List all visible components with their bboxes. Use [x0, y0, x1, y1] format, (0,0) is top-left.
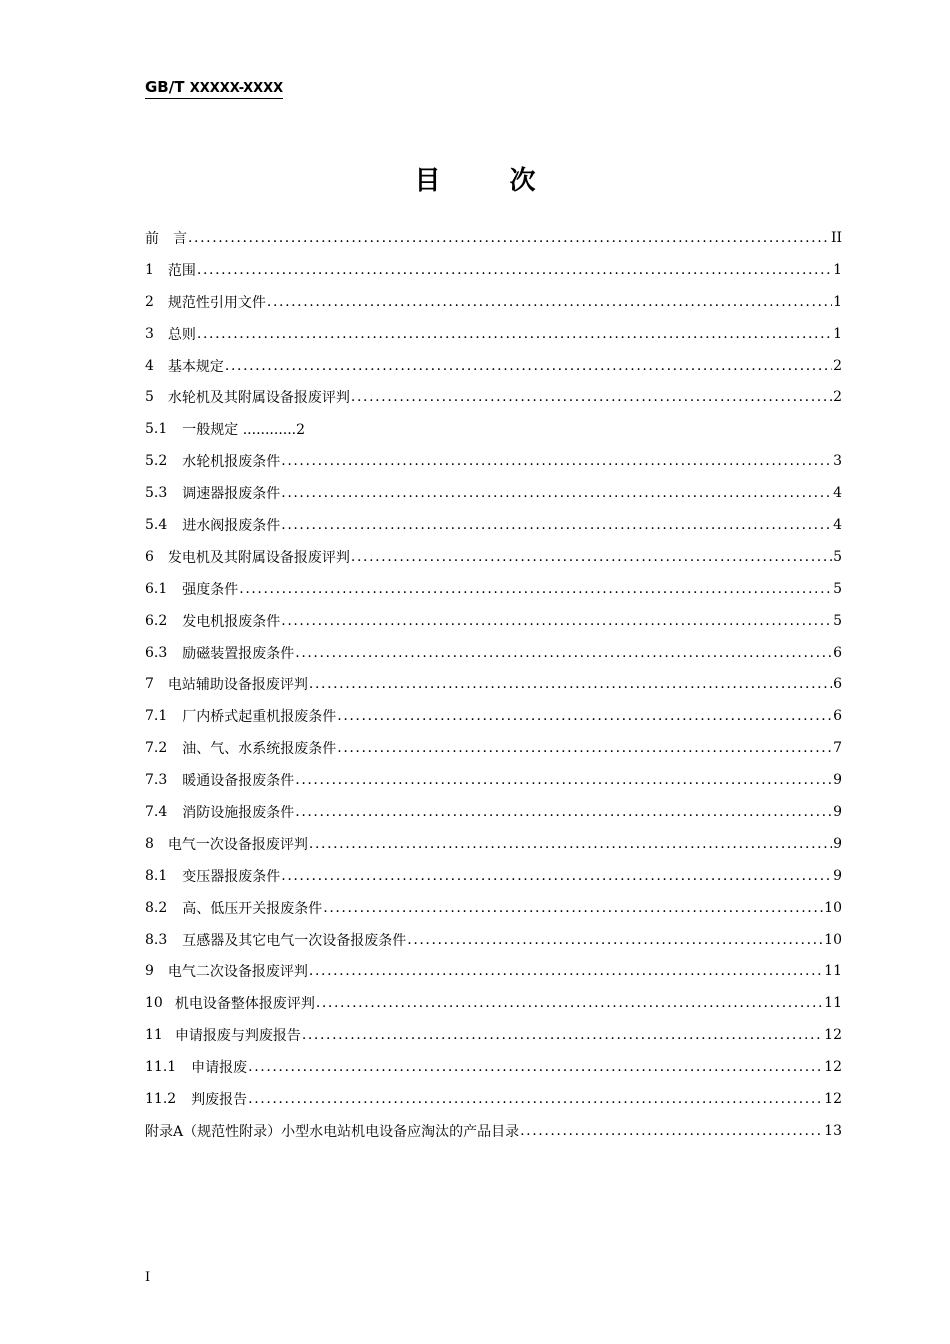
toc-entry-number: 6.1 [145, 580, 168, 597]
toc-entry-page: 10 [824, 931, 842, 948]
toc-entry-title: 变压器报废条件 [182, 868, 281, 885]
toc-entry-number: 11.2 [145, 1090, 177, 1107]
toc-entry[interactable] [145, 892, 842, 924]
toc-entry-title: 电气一次设备报废评判 [167, 836, 308, 853]
toc-entry[interactable] [145, 955, 842, 987]
dot-leader [351, 549, 832, 565]
toc-entry-title: 厂内桥式起重机报废条件 [182, 709, 337, 726]
dot-leader [520, 1123, 823, 1139]
toc-entry[interactable] [145, 605, 842, 637]
toc-entry-page: 10 [824, 899, 842, 916]
toc-entry-page: 2 [833, 357, 842, 374]
toc-entry-title: 进水阀报废条件 [182, 517, 281, 534]
toc-entry[interactable] [145, 860, 842, 892]
dot-leader [281, 453, 832, 469]
standard-number: XXXXX-XXXX [189, 81, 284, 96]
toc-entry[interactable] [145, 318, 842, 350]
toc-entry-page: 11 [824, 995, 842, 1012]
page-title: 目 次 [414, 166, 566, 196]
dot-leader [188, 230, 830, 246]
toc-entry-number: 8.1 [145, 867, 168, 884]
toc-entry-page: 9 [833, 772, 842, 789]
toc-entry-title: 申请报废 [191, 1060, 248, 1077]
toc-entry-number: 前 言 [145, 230, 187, 247]
toc-entry-title: 水轮机报废条件 [182, 454, 281, 471]
toc-entry-title: 基本规定 [167, 358, 224, 375]
toc-entry-title: 互感器及其它电气一次设备报废条件 [182, 932, 407, 949]
toc-entry-number: 3 [145, 325, 154, 342]
toc-entry-page: 2 [833, 389, 842, 406]
toc-entry-number: 5 [145, 389, 154, 406]
toc-entry-page: II [830, 229, 842, 246]
dot-leader [225, 358, 832, 374]
toc-entry-number: 11 [145, 1027, 163, 1044]
toc-entry-page: 1 [833, 293, 842, 310]
toc-entry-title: 一般规定 ............2 [182, 422, 306, 439]
toc-entry-page: 5 [833, 580, 842, 597]
toc-entry-page: 12 [824, 1090, 842, 1107]
dot-leader [309, 836, 832, 852]
toc-entry-number: 5.2 [145, 453, 168, 470]
toc-entry-title: 范围 [167, 262, 196, 279]
toc-entry[interactable] [145, 477, 842, 509]
dot-leader [281, 868, 832, 884]
toc-entry-number: 6.2 [145, 612, 168, 629]
toc-entry[interactable] [145, 286, 842, 318]
toc-entry[interactable] [145, 509, 842, 541]
dot-leader [316, 995, 823, 1011]
toc-entry[interactable] [145, 764, 842, 796]
dot-leader [248, 1059, 823, 1075]
toc-entry-page: 3 [833, 453, 842, 470]
toc-entry-number: 6 [145, 548, 154, 565]
toc-entry-page: 12 [824, 1059, 842, 1076]
toc-entry[interactable] [145, 668, 842, 700]
toc-entry-number: 7 [145, 676, 154, 693]
toc-entry[interactable] [145, 1083, 842, 1115]
toc-entry-page: 4 [833, 516, 842, 533]
toc-entry-number: 7.1 [145, 708, 168, 725]
toc-entry-page: 6 [833, 644, 842, 661]
page-number: I [145, 1270, 151, 1285]
toc-entry-title: 发电机报废条件 [182, 613, 281, 630]
dot-leader [281, 517, 832, 533]
dot-leader [239, 581, 832, 597]
dot-leader [295, 804, 832, 820]
toc-entry[interactable] [145, 381, 842, 413]
toc-entry-number: 附录A [145, 1123, 184, 1140]
toc-entry[interactable] [145, 1051, 842, 1083]
dot-leader [351, 389, 832, 405]
dot-leader [281, 613, 832, 629]
toc-entry[interactable] [145, 700, 842, 732]
dot-leader [295, 772, 832, 788]
toc-entry-title: 暖通设备报废条件 [182, 773, 295, 790]
toc-entry[interactable] [145, 796, 842, 828]
toc-entry-page: 7 [833, 740, 842, 757]
toc-entry-number: 6.3 [145, 644, 168, 661]
toc-entry-title: 励磁装置报废条件 [182, 645, 295, 662]
toc-entry[interactable] [145, 254, 842, 286]
toc-entry-title: 判废报告 [191, 1091, 248, 1108]
dot-leader [197, 326, 832, 342]
toc-entry-number: 7.4 [145, 803, 168, 820]
toc-entry-page: 6 [833, 676, 842, 693]
toc-entry-number: 10 [145, 995, 163, 1012]
dot-leader [267, 294, 832, 310]
toc-entry-number: 8 [145, 835, 154, 852]
toc-entry[interactable] [145, 413, 842, 445]
toc-entry-title: 消防设施报废条件 [182, 804, 295, 821]
toc-entry-page: 12 [824, 1027, 842, 1044]
dot-leader [248, 1091, 823, 1107]
standard-code-header [145, 78, 283, 99]
toc-entry[interactable] [145, 732, 842, 764]
toc-entry[interactable] [145, 1019, 842, 1051]
dot-leader [309, 963, 823, 979]
toc-entry-number: 8.3 [145, 931, 168, 948]
toc-entry-page: 4 [833, 485, 842, 502]
toc-entry-number: 4 [145, 357, 154, 374]
toc-entry-page: 9 [833, 835, 842, 852]
dot-leader [337, 740, 832, 756]
toc-entry[interactable] [145, 541, 842, 573]
toc-entry-page: 6 [833, 708, 842, 725]
toc-entry-number: 5.1 [145, 421, 168, 438]
toc-entry[interactable] [145, 987, 842, 1019]
toc-entry-number: 8.2 [145, 899, 168, 916]
dot-leader [407, 932, 823, 948]
toc-entry[interactable] [145, 924, 842, 956]
toc-entry-number: 7.2 [145, 740, 168, 757]
dot-leader [337, 708, 832, 724]
toc-entry-title: 电站辅助设备报废评判 [167, 677, 308, 694]
dot-leader [309, 676, 832, 692]
toc-entry-page: 1 [833, 325, 842, 342]
toc-entry[interactable] [145, 350, 842, 382]
toc-entry-page: 5 [833, 548, 842, 565]
toc-entry-title: 机电设备整体报废评判 [174, 996, 315, 1013]
toc-entry-number: 9 [145, 963, 154, 980]
toc-entry-page: 9 [833, 803, 842, 820]
toc-entry-number: 2 [145, 293, 154, 310]
toc-entry-title: 强度条件 [182, 581, 239, 598]
toc-entry-number: 5.4 [145, 516, 168, 533]
dot-leader [197, 262, 832, 278]
dot-leader [323, 900, 823, 916]
toc-entry-title: 调速器报废条件 [182, 486, 281, 503]
toc-entry-title: （规范性附录）小型水电站机电设备应淘汰的产品目录 [183, 1123, 520, 1140]
toc-entry[interactable] [145, 445, 842, 477]
toc-entry-title: 水轮机及其附属设备报废评判 [167, 390, 350, 407]
toc-entry-number: 5.3 [145, 485, 168, 502]
dot-leader [281, 485, 832, 501]
toc-entry-title: 油、气、水系统报废条件 [182, 741, 337, 758]
toc-entry-title: 规范性引用文件 [167, 294, 266, 311]
toc-entry-number: 11.1 [145, 1059, 177, 1076]
toc-entry[interactable] [145, 637, 842, 669]
toc-entry[interactable] [145, 573, 842, 605]
dot-leader [295, 645, 832, 661]
toc-entry-title: 高、低压开关报废条件 [182, 900, 323, 917]
toc-entry-page: 11 [824, 963, 842, 980]
toc-entry-page: 9 [833, 867, 842, 884]
standard-prefix: GB/T [145, 78, 185, 96]
toc-entry-number: 7.3 [145, 772, 168, 789]
table-of-contents [145, 222, 842, 1147]
toc-entry[interactable] [145, 222, 842, 254]
toc-entry[interactable] [145, 828, 842, 860]
toc-entry[interactable] [145, 1115, 842, 1147]
toc-entry-number: 1 [145, 261, 154, 278]
toc-entry-page: 13 [824, 1122, 842, 1139]
dot-leader [302, 1027, 823, 1043]
toc-entry-title: 发电机及其附属设备报废评判 [167, 549, 350, 566]
toc-entry-page: 5 [833, 612, 842, 629]
toc-entry-title: 电气二次设备报废评判 [167, 964, 308, 981]
toc-entry-page: 1 [833, 261, 842, 278]
toc-entry-title: 总则 [167, 326, 196, 343]
toc-entry-title: 申请报废与判废报告 [174, 1028, 301, 1045]
